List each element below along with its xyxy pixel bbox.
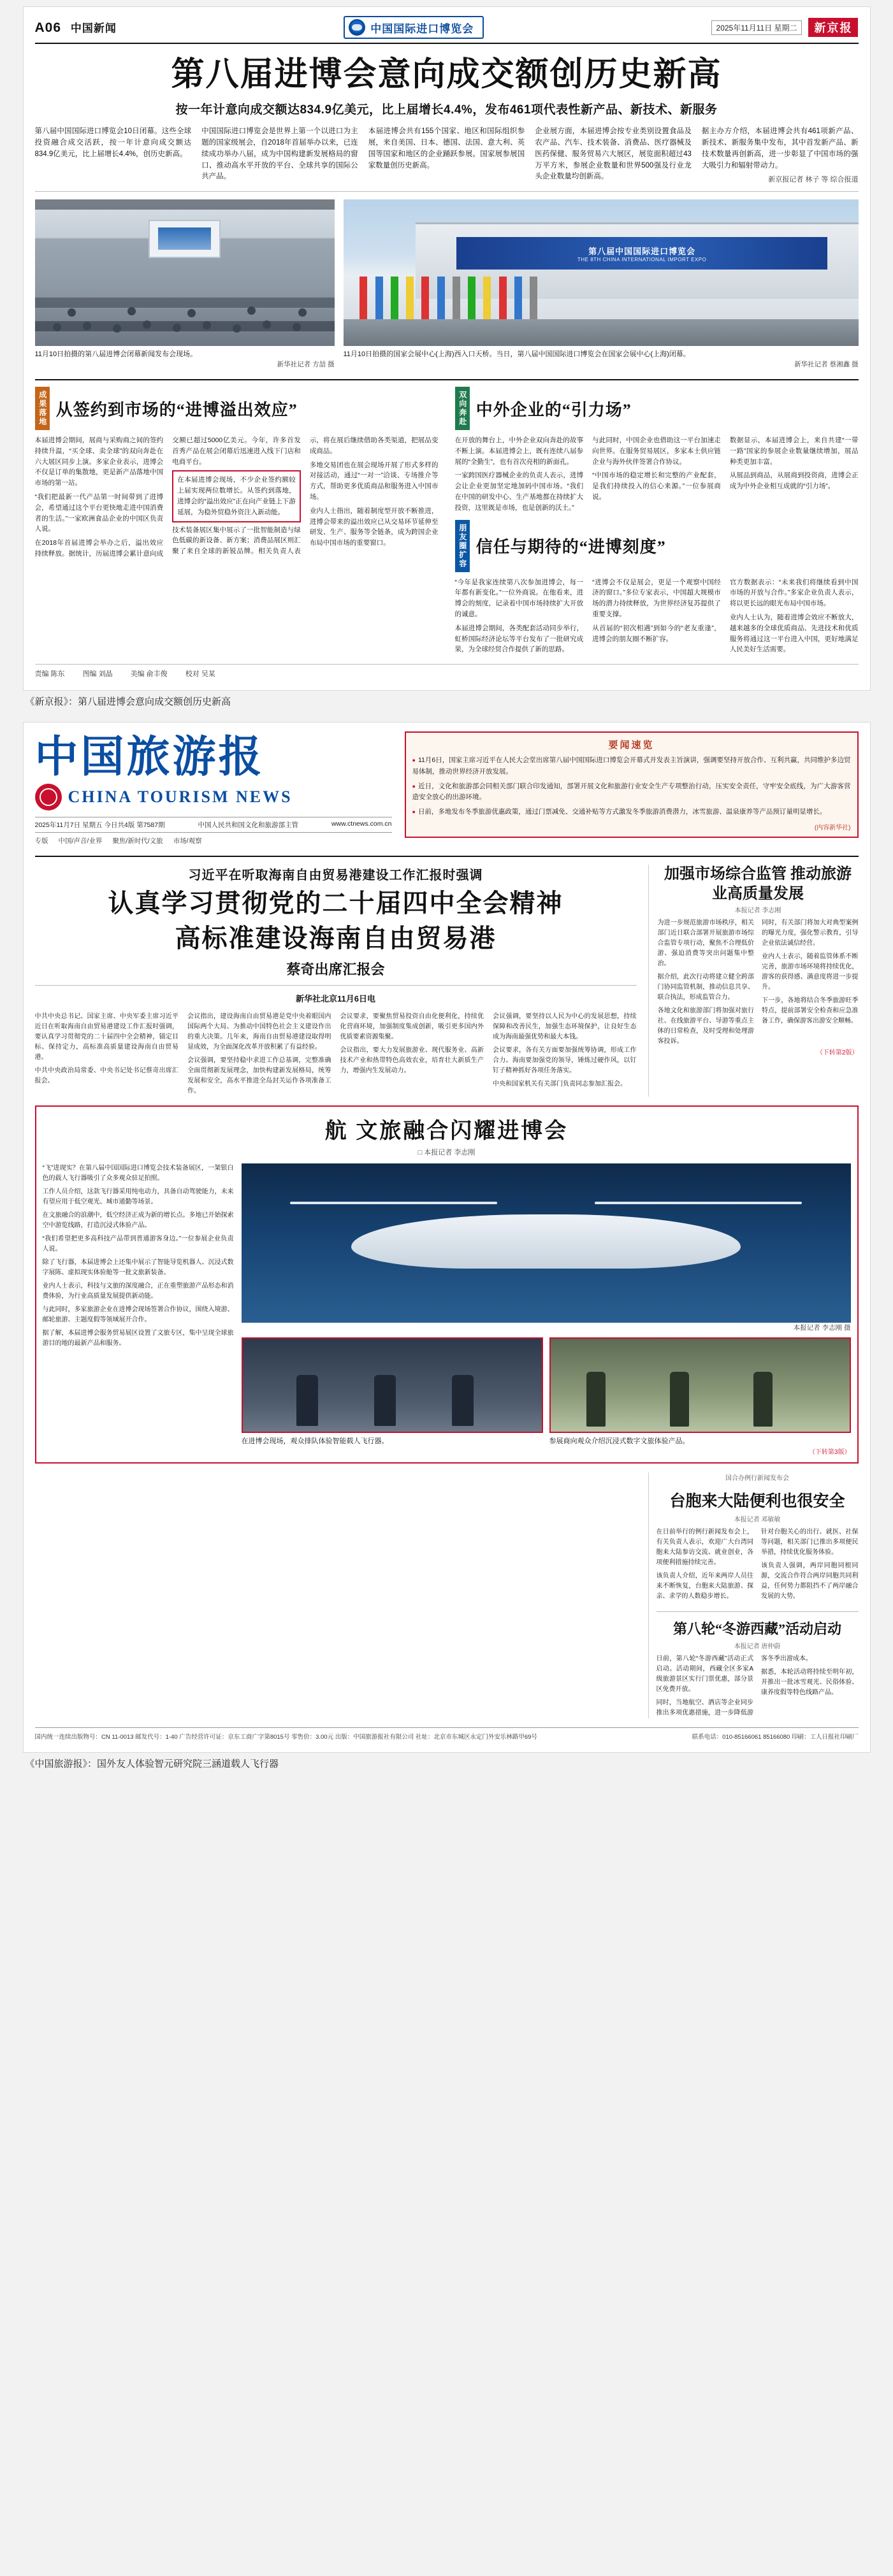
aircraft-body <box>351 1214 741 1269</box>
paragraph: “进博会不仅是展会，更是一个观察中国经济的窗口。”多位专家表示，中国超大规模市场的潜力持续释放，为世界经济复苏提供了重要支撑。 <box>592 578 721 618</box>
paragraph: 数据显示，本届进博会上，来自共建“一带一路”国家的参展企业数量继续增加，展品种类更加丰富。 <box>729 436 859 466</box>
paper1-lead-body <box>35 126 859 191</box>
divider <box>35 985 637 986</box>
paper2-feature-continued: （下转第3版） <box>808 1449 851 1457</box>
paper2-right-story-3-body <box>657 1654 859 1718</box>
paper2-brief-title: 要闻速览 <box>608 740 655 751</box>
paragraph: 在日前举行的例行新闻发布会上，有关负责人表示，欢迎广大台湾同胞来大陆参访交流、就业创业，各项便利措施持续完善。 <box>656 1529 753 1567</box>
paragraph: 针对台胞关心的出行、就医、社保等问题，相关部门已推出多项便民举措，持续优化服务体验。 <box>761 1529 859 1557</box>
venue-ground <box>344 319 859 345</box>
paper2-footer-right: 联系电话：010-85166061 85166080 印刷：工人日报社印刷厂 <box>692 1734 859 1741</box>
paper2-logo-en: CHINA TOURISM NEWS <box>68 788 293 807</box>
paper1-photo-row <box>35 199 859 370</box>
brief-item: ● 日前，多地发布冬季旅游优惠政策，通过门票减免、交通补贴等方式激发冬季旅游消费潜力，冰雪旅游、温泉康养等产品预订量明显增长。 <box>412 807 851 817</box>
paper2-infoline <box>35 817 392 833</box>
paper2-feature-box <box>35 1105 859 1464</box>
paper2-right-story-1-continued: （下转第2版） <box>816 1049 859 1056</box>
paragraph: 中共中央政治局常委、中央书记处书记蔡奇出席汇报会。 <box>34 1067 178 1084</box>
person-silhouette <box>296 1375 318 1426</box>
audience-heads <box>35 270 335 337</box>
paragraph: 下一步，各地将结合冬季旅游旺季特点，提前部署安全检查和应急准备工作，确保游客出游安全顺畅。 <box>762 997 859 1025</box>
paper1-byline: 新京报记者 林子 等 综合报道 <box>768 176 859 184</box>
paper2-lower-left-spacer <box>35 1472 637 1718</box>
paper2-feature-photos <box>242 1163 851 1457</box>
paragraph: 会议要求，各有关方面要加强统筹协调，形成工作合力。海南要加强党的领导，锤炼过硬作风，以钉钉子精神抓好各项任务落实。 <box>493 1046 637 1074</box>
paper1-section-1-head <box>35 387 439 430</box>
paper2-dateline: 新华社北京11月6日电 <box>296 993 375 1004</box>
paper1-section-1-tag: 成果落地 <box>35 387 50 430</box>
paper2-logo-cn: 中国旅游报 <box>34 733 265 782</box>
paper2-website: www.ctnews.com.cn <box>331 820 392 828</box>
paper1-footer-credits <box>35 664 859 679</box>
paragraph: “飞”进现实？在第八届中国国际进口博览会技术装备展区，一架银白色的载人飞行器吸引了众多观众驻足拍照。 <box>42 1164 234 1182</box>
audience-row <box>35 199 335 210</box>
paragraph: 在开放的舞台上，中外企业双向奔赴的故事不断上演。本届进博会上，既有连续八届参展的“全勤生”，也有首次亮相的新面孔。 <box>454 436 584 466</box>
paper1-photo-b-caption: 11月10日拍摄的国家会展中心(上海)西入口天桥。当日，第八届中国国际进口博览会在国家会展中心(上海)闭幕。 <box>343 350 690 358</box>
paper1-photo-a-caption: 11月10日拍摄的第八届进博会闭幕新闻发布会现场。 <box>34 350 198 358</box>
paper2-right-story-2-body <box>657 1527 859 1605</box>
paper1-headline: 第八届进博会意向成交额创历史新高 <box>171 57 722 93</box>
person-silhouette <box>586 1372 606 1427</box>
paper1-section-2-body <box>455 435 859 514</box>
paper1-external-caption: 《新京报》：第八届进博会意向成交额创历史新高 <box>25 696 231 708</box>
paper2-external-caption: 《中国旅游报》：国外友人体验智元研究院三涵道载人飞行器 <box>25 1759 279 1770</box>
paragraph: 同时，当地航空、酒店等企业同步推出多项优惠措施，进一步降低游客冬季出游成本。 <box>656 1655 812 1717</box>
paper1-section-3-body <box>455 577 859 656</box>
venue-banner-cn: 第八届中国国际进口博览会 <box>588 246 696 256</box>
paper2-feature-title: 航 文旅融合闪耀进博会 <box>324 1119 569 1143</box>
paragraph: 该负责人介绍，近年来两岸人员往来不断恢复，台胞来大陆旅游、探亲、求学的人数稳步增长。 <box>656 1572 753 1601</box>
paragraph: 中央和国家机关有关部门负责同志参加汇报会。 <box>493 1080 627 1088</box>
paragraph: 该负责人强调，两岸同胞同根同源，交流合作符合两岸同胞共同利益，任何势力都阻挡不了两岸融合发展的大势。 <box>761 1562 859 1601</box>
paper1-subheadline: 按一年计意向成交额达834.9亿美元，比上届增长4.4%，发布461项代表性新产品、新技术、新服务 <box>175 103 718 117</box>
paper1-section-2-tag: 双向奔赴 <box>455 387 470 430</box>
paper2-kicker: 习近平在听取海南自由贸易港建设工作汇报时强调 <box>188 868 483 883</box>
paragraph: 据悉，本轮活动将持续至明年初，并推出一批冰雪观光、民俗体验、康养度假等特色线路产品。 <box>761 1669 859 1697</box>
paragraph: 各地文化和旅游部门将加强对旅行社、在线旅游平台、导游等重点主体的日常检查，及时受理和处理游客投诉。 <box>657 1007 754 1045</box>
paper2-footer-left: 国内统一连续出版物号：CN 11-0013 邮发代号：1-40 广告经营许可证：京东工商广字第8015号 零售价：3.00元 出版：中国旅游报社有限公司 社址：北京市东城区永定门外安乐林路甲69号 <box>34 1734 537 1741</box>
paper2-authority: 中国人民共和国文化和旅游部主管 <box>198 821 299 830</box>
paragraph: “我们希望把更多高科技产品带到普通游客身边。”一位参展企业负责人说。 <box>42 1235 234 1253</box>
paper1-date: 2025年11月11日 星期二 <box>711 20 802 35</box>
paper2-right-story-3-byline: 本报记者 唐仲蔚 <box>734 1643 781 1651</box>
paragraph: 会议要求，要聚焦贸易投资自由化便利化，持续优化营商环境，加强制度集成创新，吸引更多国内外优质要素资源集聚。 <box>340 1012 484 1040</box>
paragraph: 会议指出，建设海南自由贸易港是党中央着眼国内国际两个大局、为推动中国特色社会主义建设作出的重大决策。几年来，海南自由贸易港建设取得明显成效，为全面深化改革开放积累了有益经验。 <box>187 1012 331 1051</box>
paragraph: 据介绍，此次行动将建立健全跨部门协同监管机制，推动信息共享、联合执法，形成监管合力。 <box>657 973 754 1001</box>
paper1-section-2-3 <box>455 387 859 655</box>
paragraph: “我们把最新一代产品第一时间带到了进博会，希望通过这个平台更快地走进中国消费者的生活。”一家欧洲食品企业的中国区负责人说。 <box>34 493 164 533</box>
paragraph: 会议强调，要坚持稳中求进工作总基调，完整准确全面贯彻新发展理念，加快构建新发展格局，统筹发展和安全，高水平推进全岛封关运作各项准备工作。 <box>187 1056 331 1095</box>
paragraph: 工作人员介绍，这款飞行器采用纯电动力，具备自动驾驶能力，未来有望应用于低空观光、城市通勤等场景。 <box>42 1188 234 1205</box>
paper1-section-2-title: 中外企业的“引力场” <box>476 400 632 419</box>
paper1-section-3-tag: 朋友圈扩容 <box>455 520 470 572</box>
paper2-right-story-1-byline: 本报记者 李志刚 <box>734 907 781 914</box>
paragraph: 从首届的“初次相遇”到如今的“老友重逢”，进博会的朋友圈不断扩容。 <box>592 624 721 643</box>
paper2-feature-photo-3-wrap <box>549 1337 851 1447</box>
paper2-feature-photo-2-wrap <box>242 1337 543 1447</box>
paper2-feature-grid <box>43 1163 851 1457</box>
paper2-lower-right-column <box>648 1472 859 1718</box>
seal-icon <box>35 784 62 810</box>
paper1-section-1 <box>35 387 439 655</box>
paper2-logo-block <box>35 731 392 845</box>
footer-credit: 校对 吴某 <box>185 670 215 679</box>
paper2-right-story-1-body <box>658 918 859 1047</box>
rotor-blade <box>290 1202 497 1204</box>
brief-item: ● 近日，文化和旅游部会同相关部门联合印发通知，部署开展文化和旅游行业安全生产专项整治行动，压实安全责任，守牢安全底线，为广大游客营造安全放心的出游环境。 <box>412 781 851 803</box>
paper1-folio <box>35 19 117 36</box>
photo-exhibit-booth <box>549 1337 851 1433</box>
paragraph: 中共中央总书记、国家主席、中央军委主席习近平近日在听取海南自由贸易港建设工作汇报时强调，要认真学习贯彻党的二十届四中全会精神，锚定目标、保持定力，高标准高质量建设海南自由贸易港。 <box>34 1012 178 1061</box>
ciie-logo <box>344 16 484 39</box>
paper1-lead-para: 中国国际进口博览会是世界上第一个以进口为主题的国家级展会，自2018年首届举办以来，已连续成功举办八届，成为中国构建新发展格局的窗口、推动高水平开放的平台、全球共享的国际公共产品。 <box>201 127 358 181</box>
paragraph: 同时，有关部门将加大对典型案例的曝光力度，强化警示教育，引导企业依法诚信经营。 <box>762 919 859 947</box>
photo-press-conference <box>35 199 335 346</box>
paper2-right-story-1-title: 加强市场综合监管 推动旅游业高质量发展 <box>664 866 852 903</box>
paper2-headline-zone <box>35 856 859 1096</box>
paragraph: 会议指出，要大力发展旅游业、现代服务业、高新技术产业和热带特色高效农业，培育壮大新质生产力，增强内生发展动力。 <box>340 1046 484 1074</box>
stage-screen <box>149 220 221 258</box>
paragraph: 官方数据表示：“未来我们将继续看到中国市场的开放与合作。”多家企业负责人表示，将以更长远的眼光布局中国市场。 <box>729 578 859 608</box>
paper2-feature-caption-mid: 在进博会现场，观众排队体验智能载人飞行器。 <box>241 1437 389 1445</box>
paper2-nav-item[interactable]: 市场/观察 <box>173 837 202 845</box>
person-silhouette <box>670 1372 689 1427</box>
paragraph: 技术装备展区集中展示了一批智能制造与绿色低碳的新设备、新方案；消费品展区则汇聚了来自全球的新锐品牌。相关负责人表示，将在展后继续借助各类渠道，把展品变成商品。 <box>172 436 439 556</box>
paragraph: 本届进博会期间，展商与采购商之间的签约持续升温，“买全球、卖全球”的双向奔赴在六大展区同步上演。多家企业表示，进博会不仅是订单的集散地，更是新产品落地中国市场的第一站。 <box>34 436 164 487</box>
person-silhouette <box>374 1375 396 1426</box>
paper-xinjingbao <box>23 6 871 691</box>
paper2-nav-item[interactable]: 中国/声音/业界 <box>58 837 103 845</box>
paper2-headline-line1: 认真学习贯彻党的二十届四中全会精神 <box>108 889 563 918</box>
paragraph: 本届进博会期间，各类配套活动同步举行，虹桥国际经济论坛等平台发布了一批研究成果，为全球经贸合作提供了新的思路。 <box>454 624 584 654</box>
paper1-photo-b-credit: 新华社记者 蔡湘鑫 摄 <box>794 361 859 369</box>
footer-credit: 责编 陈东 <box>34 670 65 679</box>
divider <box>657 1611 859 1612</box>
paper2-brief-source: (内容新华社) <box>814 824 851 831</box>
paragraph: “中国市场的稳定增长和完整的产业配套，是我们持续投入的信心来源。”一位参展商说。 <box>592 471 721 501</box>
photo-ciie-venue <box>344 199 859 346</box>
paper2-feature-caption-right: 参展商向观众介绍沉浸式数字文旅体验产品。 <box>549 1437 690 1445</box>
paper2-main-body <box>35 1012 637 1097</box>
paper1-section-1-body <box>35 435 439 559</box>
paper2-news-brief-box <box>405 731 859 838</box>
paragraph: 为进一步规范旅游市场秩序，相关部门近日联合部署开展旅游市场综合监管专项行动，聚焦不合理低价游、强迫消费等突出问题集中整治。 <box>657 919 754 967</box>
paper1-folio-number: A06 <box>34 20 62 35</box>
paper1-section-1-title: 从签约到市场的“进博溢出效应” <box>55 400 298 419</box>
paragraph: 在文旅融合的浪潮中，低空经济正成为新的增长点。多地已开始探索空中游览线路，打造沉浸式体验产品。 <box>42 1211 234 1229</box>
paragraph: 据了解，本届进博会服务贸易展区设置了文旅专区，集中呈现全球旅游目的地的最新产品和服务。 <box>42 1329 234 1347</box>
paragraph: 日前，第八轮“冬游西藏”活动正式启动。活动期间，西藏全区多家A级旅游景区实行门票优惠，部分景区免费开放。 <box>656 1655 753 1694</box>
photo-forum-stage <box>242 1337 543 1433</box>
paragraph: “今年是我家连续第八次参加进博会，每一年都有新变化。”一位外商说。在他看来，进博会的刻度，记录着中国市场持续扩大开放的诚意。 <box>454 578 584 618</box>
paper1-highlight-box: 在本届进博会现场，不少企业签约额较上届实现两位数增长。从签约到落地，进博会的“溢出效应”正在向产业链上下游延展，为稳外贸稳外资注入新动能。 <box>172 470 301 522</box>
footer-credit: 美编 俞丰俊 <box>130 670 168 679</box>
paper2-nav-item[interactable]: 聚焦/新时代/文旅 <box>112 837 163 845</box>
paper1-section-3-head <box>455 520 859 572</box>
paper1-feature-sections <box>35 379 859 655</box>
paper2-lower-zone <box>35 1472 859 1718</box>
paper1-section-3-title: 信任与期待的“进博刻度” <box>476 538 666 557</box>
paper1-lead-para: 企业展方面，本届进博会按专业类别设置食品及农产品、汽车、技术装备、消费品、医疗器械及医药保健、服务贸易六大展区，展览面积超过43万平方米，参展企业数量和世界500强及行业龙头企业数量均创新高。 <box>535 127 692 181</box>
flag-row <box>354 255 663 322</box>
paper1-photo-a-wrap <box>35 199 335 370</box>
venue-banner-en: THE 8TH CHINA INTERNATIONAL IMPORT EXPO <box>577 256 707 263</box>
paper2-feature-byline: □ 本报记者 李志刚 <box>417 1148 476 1156</box>
paragraph: 在2018年首届进博会举办之后，溢出效应持续释放。据统计，历届进博会累计意向成交额已超过5000亿美元。今年，许多首发首秀产品在展会闭幕后迅速进入线下门店和电商平台。 <box>34 436 301 558</box>
paragraph: 业内人士表示，科技与文旅的深度融合，正在重塑旅游产品形态和消费体验，为行业高质量发展提供新动能。 <box>42 1282 234 1300</box>
paper2-right-story-2-title: 台胞来大陆便利也很安全 <box>669 1493 845 1511</box>
paper2-right-story-2-kicker: 国合办例行新闻发布会 <box>725 1475 789 1483</box>
paper2-right-story-3-title: 第八轮“冬游西藏”活动启动 <box>672 1621 841 1637</box>
paper1-section-2-head <box>455 387 859 430</box>
paragraph: 从展品到商品，从展商到投资商，进博会正成为中外企业相互成就的“引力场”。 <box>729 471 859 491</box>
ciie-logo-label: 中国国际进口博览会 <box>370 22 474 35</box>
photo-passenger-drone <box>242 1163 851 1323</box>
paper2-feature-photo-credit: 本报记者 李志刚 摄 <box>793 1323 851 1332</box>
globe-icon <box>349 19 365 36</box>
newspaper-scan-page <box>0 6 893 1770</box>
footer-credit: 图编 刘晶 <box>82 670 113 679</box>
paragraph: 一家跨国医疗器械企业的负责人表示，进博会让企业更加坚定地加码中国市场。“我们在中国的研发中心、生产基地都在持续扩大投资，这里既是市场，也是创新的沃土。” <box>454 471 584 512</box>
paper1-topbar <box>35 16 859 44</box>
paper2-right-column <box>648 865 859 1096</box>
paragraph: 业内人士认为，随着进博会效应不断放大，越来越多的全球优质商品、先进技术和优质服务将通过这一平台进入中国，更好地满足人民美好生活需要。 <box>729 614 859 654</box>
paper2-navline <box>35 836 392 845</box>
paper1-topbar-right <box>711 18 859 37</box>
paper2-logo-en-row <box>35 784 392 810</box>
brief-item: ● 11月6日，国家主席习近平在人民大会堂出席第八届中国国际进口博览会开幕式并发表主旨演讲，强调要坚持开放合作、互利共赢，共同维护多边贸易体制，推动世界经济开放发展。 <box>412 755 851 777</box>
paragraph: 与此同时，多家旅游企业在进博会现场签署合作协议，围绕入境游、邮轮旅游、主题度假等领域展开合作。 <box>42 1306 234 1323</box>
paper2-feature-photo-row <box>242 1337 851 1447</box>
paper2-nav-item[interactable]: 专版 <box>34 837 48 845</box>
paper1-lead-para: 本届进博会共有155个国家、地区和国际组织参展，来自美国、日本、德国、法国、意大利、英国等国家和地区的企业踊跃参展。国家展参展国家数量创历史新高。 <box>368 127 525 169</box>
paper2-feature-text <box>43 1163 234 1457</box>
paper1-lead-para: 据主办方介绍，本届进博会共有461项新产品、新技术、新服务集中发布，其中首发新产品、新技术数量再创新高，进一步彰显了中国市场的强大吸引力和辐射带动力。 <box>701 127 859 169</box>
paper1-photo-a-credit: 新华社记者 方喆 摄 <box>277 361 335 369</box>
person-silhouette <box>452 1375 474 1426</box>
paper1-section-name: 中国新闻 <box>70 22 117 34</box>
paragraph: 多地交易团也在展会现场开展了形式多样的对接活动，通过“一对一”洽谈、专场推介等方式，帮助更多优质商品和服务进入中国市场。 <box>309 461 439 501</box>
paragraph: 除了飞行器，本届进博会上还集中展示了智能导览机器人、沉浸式数字展陈、虚拟现实体验舱等一批文旅新装备。 <box>42 1258 234 1276</box>
paper2-headline-line2: 高标准建设海南自由贸易港 <box>175 924 497 953</box>
paper2-subheadline: 蔡奇出席汇报会 <box>286 961 385 977</box>
paper2-right-story-2-byline: 本报记者 邓敏敏 <box>734 1516 781 1524</box>
paper1-lead-para: 第八届中国国际进口博览会10日闭幕。这些全球投资融合成交活跃，按一年计意向成交额达834.9亿美元，比上届增长4.4%，创历史新高。 <box>34 127 192 158</box>
paper2-issue-info: 2025年11月7日 星期五 今日共4版 第7587期 <box>34 821 165 830</box>
paper-zhongguolvyoubao <box>23 722 871 1753</box>
person-silhouette <box>753 1372 773 1427</box>
paragraph: 业内人士表示，随着监管体系不断完善，旅游市场环境将持续优化，游客的获得感、满意度将进一步提升。 <box>762 953 859 991</box>
paragraph: 业内人士指出，随着制度型开放不断推进，进博会带来的溢出效应已从交易环节延伸至研发、生产、服务等全链条，成为跨国企业布局中国市场的重要窗口。 <box>309 507 439 547</box>
paper2-main-story <box>35 865 637 1096</box>
paragraph: 与此同时，中国企业也借助这一平台加速走向世界。在服务贸易展区，多家本土供应链企业与海外伙伴签署合作协议。 <box>592 436 721 466</box>
paragraph: 会议强调，要坚持以人民为中心的发展思想，持续保障和改善民生，加强生态环境保护，让良好生态成为海南最强优势和最大本钱。 <box>493 1012 637 1040</box>
rotor-blade <box>595 1202 802 1204</box>
paper2-masthead-row <box>35 731 859 845</box>
paper2-footer <box>35 1727 859 1741</box>
paper1-masthead: 新京报 <box>808 18 858 37</box>
paper1-photo-b-wrap <box>344 199 859 370</box>
